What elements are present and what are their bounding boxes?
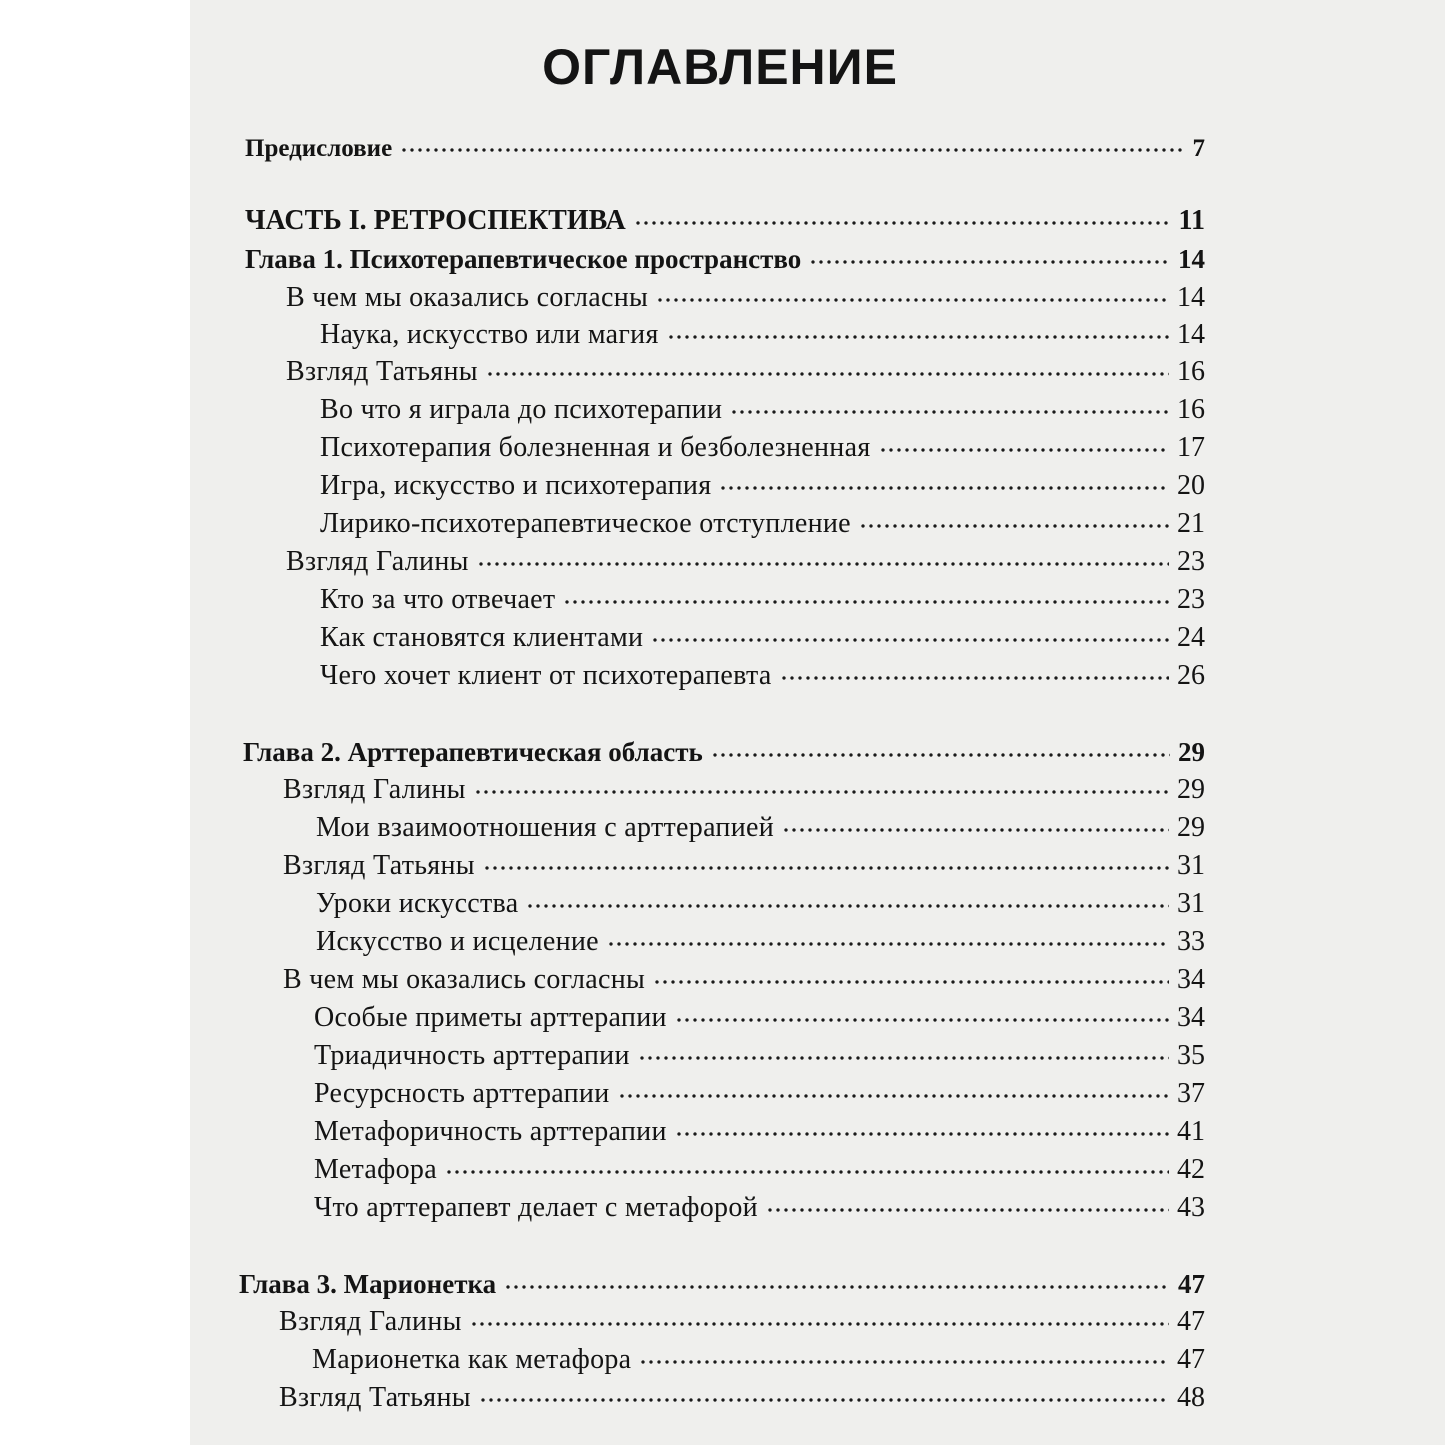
toc-entry-preface bbox=[245, 130, 1205, 168]
toc-entry-label: Метафора bbox=[314, 1154, 437, 1185]
toc-entry-label: Уроки искусства bbox=[316, 888, 519, 919]
toc-entry bbox=[320, 429, 1205, 467]
toc-page-number: 20 bbox=[1177, 470, 1205, 501]
toc-page-number: 23 bbox=[1177, 584, 1205, 615]
dot-leader bbox=[634, 221, 1171, 225]
toc-entry-label: Как становятся клиентами bbox=[320, 622, 644, 653]
toc-entry bbox=[320, 467, 1205, 505]
toc-entry bbox=[320, 316, 1205, 354]
dot-leader bbox=[526, 904, 1169, 908]
dot-leader bbox=[445, 1170, 1169, 1174]
toc-page-number: 11 bbox=[1178, 205, 1205, 236]
toc-page-number: 31 bbox=[1177, 888, 1205, 919]
toc-page-number: 47 bbox=[1177, 1306, 1205, 1337]
toc-entry bbox=[320, 505, 1205, 543]
book-page bbox=[190, 0, 1445, 1445]
dot-leader bbox=[782, 828, 1169, 832]
toc-entry-chapter-3 bbox=[239, 1265, 1205, 1303]
dot-leader bbox=[879, 448, 1170, 452]
toc-entry-label: Искусство и исцеление bbox=[316, 926, 599, 957]
toc-entry-label: Наука, искусство или магия bbox=[320, 319, 659, 350]
toc-page-number: 47 bbox=[1178, 1269, 1205, 1299]
toc-entry-label: Взгляд Татьяны bbox=[283, 850, 475, 881]
toc-entry bbox=[320, 619, 1205, 657]
dot-leader bbox=[479, 1398, 1169, 1402]
toc-page-number: 29 bbox=[1177, 812, 1205, 843]
toc-entry-label: Чего хочет клиент от психотерапевта bbox=[320, 660, 772, 691]
toc-entry-label: Кто за что отвечает bbox=[320, 584, 556, 615]
toc-entry bbox=[286, 279, 1205, 317]
toc-entry-label: Во что я играла до психотерапии bbox=[320, 394, 723, 425]
toc-page-number: 42 bbox=[1177, 1154, 1205, 1185]
toc-entry bbox=[314, 1113, 1205, 1151]
toc-entry-label: Психотерапия болезненная и безболезненная bbox=[320, 432, 871, 463]
toc-entry bbox=[286, 543, 1205, 581]
dot-leader bbox=[618, 1094, 1169, 1098]
dot-leader bbox=[504, 1285, 1170, 1289]
toc-page-number: 34 bbox=[1177, 1002, 1205, 1033]
toc-entry-label: Глава 3. Марионетка bbox=[239, 1269, 497, 1299]
toc-entry-label: Что арттерапевт делает с метафорой bbox=[314, 1192, 758, 1223]
dot-leader bbox=[563, 600, 1169, 604]
dot-leader bbox=[639, 1360, 1169, 1364]
toc-page-number: 17 bbox=[1177, 432, 1205, 463]
toc-page-number: 21 bbox=[1177, 508, 1205, 539]
dot-leader bbox=[667, 335, 1169, 339]
dot-leader bbox=[400, 148, 1184, 152]
toc-page-number: 29 bbox=[1178, 737, 1205, 767]
toc-entry bbox=[314, 1189, 1205, 1227]
toc-page-number: 33 bbox=[1177, 926, 1205, 957]
toc-entry-label: Глава 1. Психотерапевтическое пространство bbox=[245, 244, 802, 274]
toc-entry-label: Марионетка как метафора bbox=[312, 1344, 632, 1375]
toc-entry bbox=[320, 657, 1205, 695]
toc-entry bbox=[316, 923, 1205, 961]
toc-entry-label: Триадичность арттерапии bbox=[314, 1040, 630, 1071]
toc-entry bbox=[279, 1303, 1205, 1341]
toc-entry-label: Игра, искусство и психотерапия bbox=[320, 470, 712, 501]
toc-page-number: 7 bbox=[1192, 135, 1205, 162]
toc-entry bbox=[286, 353, 1205, 391]
dot-leader bbox=[638, 1056, 1169, 1060]
toc-entry bbox=[279, 1379, 1205, 1417]
toc-page-number: 14 bbox=[1178, 244, 1205, 274]
toc-page-number: 43 bbox=[1177, 1192, 1205, 1223]
toc-entry bbox=[314, 1151, 1205, 1189]
toc-entry-label: В чем мы оказались согласны bbox=[283, 964, 646, 995]
dot-leader bbox=[730, 410, 1169, 414]
toc-entry-label: Метафоричность арттерапии bbox=[314, 1116, 667, 1147]
dot-leader bbox=[675, 1132, 1169, 1136]
toc-entry-label: Особые приметы арттерапии bbox=[314, 1002, 667, 1033]
dot-leader bbox=[651, 638, 1169, 642]
toc-page-number: 47 bbox=[1177, 1344, 1205, 1375]
toc-page-number: 34 bbox=[1177, 964, 1205, 995]
toc-entry-label: Лирико-психотерапевтическое отступление bbox=[320, 508, 851, 539]
toc-entry bbox=[314, 1037, 1205, 1075]
dot-leader bbox=[486, 372, 1169, 376]
dot-leader bbox=[656, 298, 1169, 302]
toc-page-number: 48 bbox=[1177, 1382, 1205, 1413]
toc-page-number: 14 bbox=[1177, 282, 1205, 313]
dot-leader bbox=[780, 676, 1169, 680]
toc-entry bbox=[314, 1075, 1205, 1113]
dot-leader bbox=[766, 1208, 1169, 1212]
toc-entry-label: Мои взаимоотношения с арттерапией bbox=[316, 812, 775, 843]
toc-entry bbox=[320, 391, 1205, 429]
toc-page-number: 35 bbox=[1177, 1040, 1205, 1071]
toc-page-number: 31 bbox=[1177, 850, 1205, 881]
dot-leader bbox=[711, 753, 1170, 757]
dot-leader bbox=[483, 866, 1169, 870]
toc-page-number: 23 bbox=[1177, 546, 1205, 577]
toc-entry-label: ЧАСТЬ I. РЕТРОСПЕКТИВА bbox=[245, 205, 626, 236]
toc-entry-label: Взгляд Галины bbox=[279, 1306, 462, 1337]
dot-leader bbox=[809, 260, 1170, 264]
toc-page-number: 24 bbox=[1177, 622, 1205, 653]
toc-page-number: 14 bbox=[1177, 319, 1205, 350]
dot-leader bbox=[719, 486, 1169, 490]
toc-entry bbox=[320, 581, 1205, 619]
toc-entry-label: В чем мы оказались согласны bbox=[286, 282, 649, 313]
dot-leader bbox=[859, 524, 1169, 528]
dot-leader bbox=[474, 790, 1169, 794]
toc-page-number: 29 bbox=[1177, 774, 1205, 805]
toc-entry-label: Глава 2. Арттерапевтическая область bbox=[243, 737, 703, 767]
toc-entry-chapter-2 bbox=[243, 733, 1205, 771]
toc-entry bbox=[316, 885, 1205, 923]
toc-entry-label: Ресурсность арттерапии bbox=[314, 1078, 610, 1109]
toc-page-number: 26 bbox=[1177, 660, 1205, 691]
dot-leader bbox=[470, 1322, 1169, 1326]
toc-entry-chapter-1 bbox=[245, 240, 1205, 278]
toc-entry-label: Взгляд Галины bbox=[283, 774, 466, 805]
dot-leader bbox=[477, 562, 1169, 566]
toc-entry bbox=[314, 999, 1205, 1037]
toc-page-number: 16 bbox=[1177, 394, 1205, 425]
toc-entry bbox=[283, 847, 1205, 885]
dot-leader bbox=[675, 1018, 1169, 1022]
toc-entry-label: Взгляд Галины bbox=[286, 546, 469, 577]
toc-entry bbox=[283, 771, 1205, 809]
toc-entry-label: Предисловие bbox=[245, 135, 393, 162]
dot-leader bbox=[607, 942, 1169, 946]
toc-entry-label: Взгляд Татьяны bbox=[279, 1382, 471, 1413]
dot-leader bbox=[653, 980, 1169, 984]
toc-entry-part-1 bbox=[245, 202, 1205, 240]
toc-page-number: 37 bbox=[1177, 1078, 1205, 1109]
toc-entry bbox=[283, 961, 1205, 999]
toc-entry bbox=[312, 1341, 1205, 1379]
toc-page-number: 41 bbox=[1177, 1116, 1205, 1147]
page-title: ОГЛАВЛЕНИЕ bbox=[542, 39, 898, 95]
toc-page-number: 16 bbox=[1177, 356, 1205, 387]
toc-entry-label: Взгляд Татьяны bbox=[286, 356, 478, 387]
toc-entry bbox=[316, 809, 1205, 847]
